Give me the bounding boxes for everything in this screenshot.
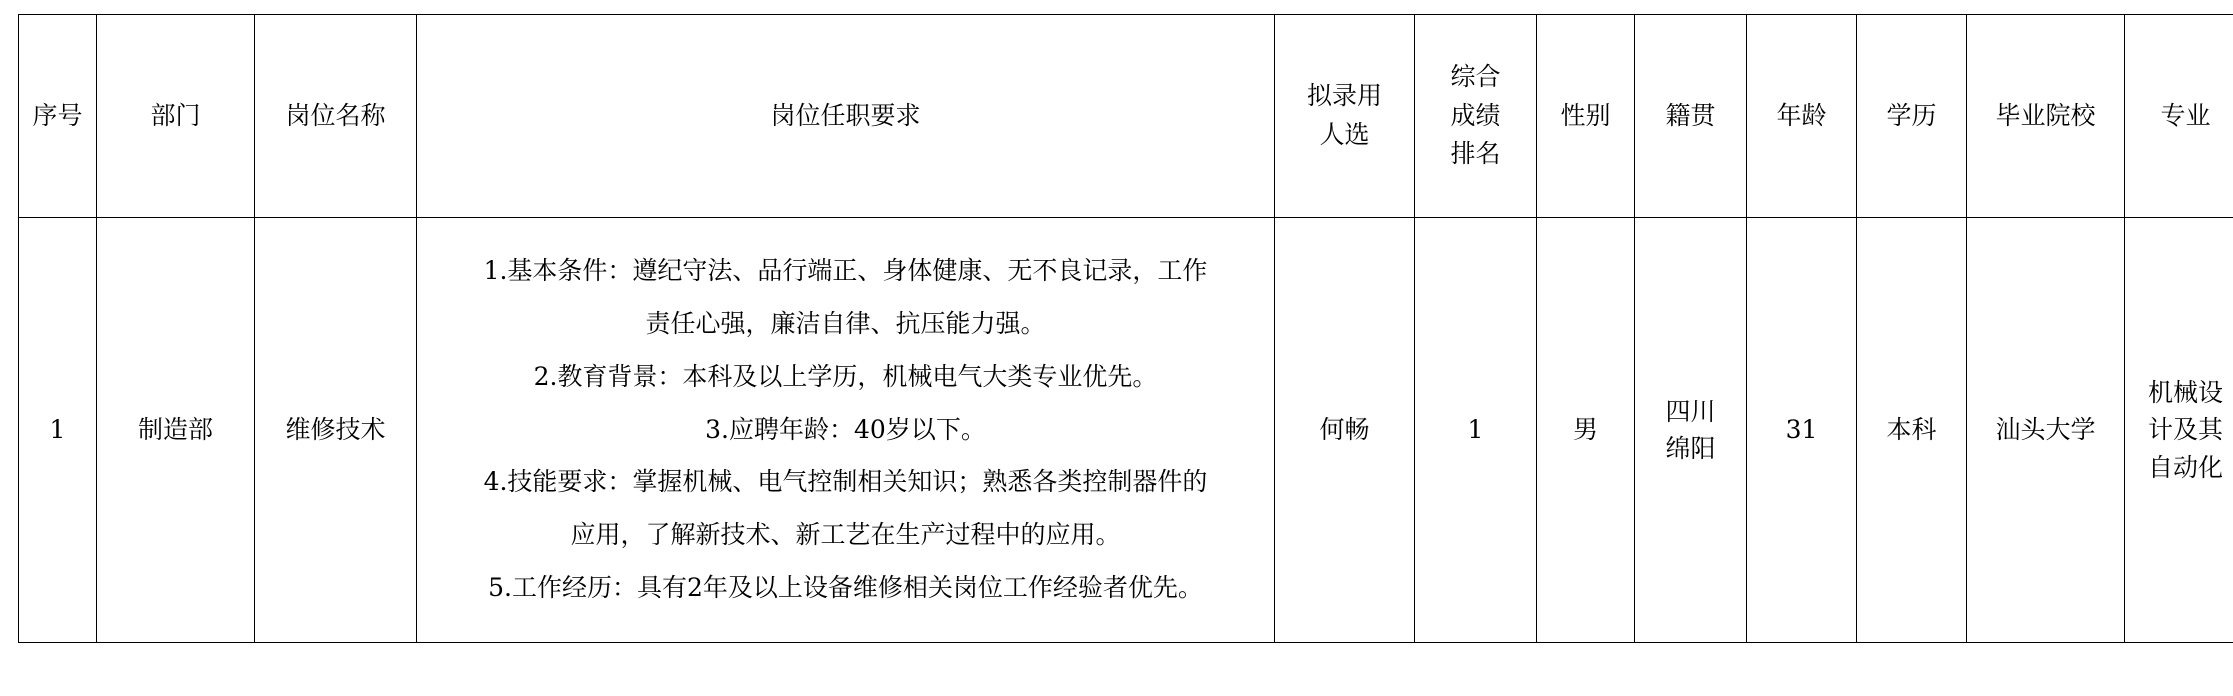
- origin-line: 四川: [1665, 396, 1716, 426]
- header-line: 拟录用: [1306, 81, 1382, 111]
- cell-score-rank: 1: [1415, 218, 1537, 643]
- recruitment-result-table: [18, 14, 2233, 643]
- table-row: [19, 218, 2233, 643]
- table-body: [19, 218, 2233, 643]
- cell-major: [2125, 218, 2233, 643]
- cell-dept: 制造部: [97, 218, 255, 643]
- header-line: 性别: [1560, 100, 1611, 130]
- header-row: [19, 15, 2233, 218]
- requirement-line: 1.基本条件：遵纪守法、品行端正、身体健康、无不良记录，工作: [483, 256, 1208, 286]
- cell-gender: 男: [1537, 218, 1635, 643]
- cell-candidate: 何畅: [1275, 218, 1415, 643]
- cell-requirements: [417, 218, 1275, 643]
- header-line: 成绩: [1450, 100, 1501, 130]
- requirement-line: 5.工作经历：具有2年及以上设备维修相关岗位工作经验者优先。: [488, 572, 1203, 602]
- header-line: 综合: [1450, 61, 1501, 91]
- requirement-line: 责任心强，廉洁自律、抗压能力强。: [645, 309, 1046, 339]
- requirement-line: 2.教育背景：本科及以上学历，机械电气大类专业优先。: [533, 361, 1158, 391]
- column-header-school: [1967, 15, 2125, 218]
- requirement-line: 应用，了解新技术、新工艺在生产过程中的应用。: [570, 520, 1121, 550]
- requirement-line: 3.应聘年龄：40岁以下。: [705, 414, 986, 444]
- column-header-dept: [97, 15, 255, 218]
- origin-line: 绵阳: [1665, 434, 1716, 463]
- requirement-line: 4.技能要求：掌握机械、电气控制相关知识；熟悉各类控制器件的: [483, 467, 1208, 497]
- column-header-gender: [1537, 15, 1635, 218]
- header-line: 岗位名称: [285, 100, 386, 130]
- header-line: 年龄: [1776, 100, 1827, 130]
- column-header-major: [2125, 15, 2233, 218]
- column-header-origin: [1635, 15, 1747, 218]
- major-line: 计及其: [2147, 415, 2223, 445]
- column-header-education: [1857, 15, 1967, 218]
- column-header-age: [1747, 15, 1857, 218]
- column-header-score-rank: [1415, 15, 1537, 218]
- header-line: 人选: [1319, 120, 1370, 149]
- header-line: 排名: [1450, 139, 1501, 169]
- column-header-post: [255, 15, 417, 218]
- cell-school: 汕头大学: [1967, 218, 2125, 643]
- header-line: 毕业院校: [1995, 100, 2096, 130]
- cell-seq: 1: [19, 218, 97, 643]
- header-line: 籍贯: [1665, 100, 1716, 130]
- cell-age: 31: [1747, 218, 1857, 643]
- header-line: 专业: [2160, 100, 2211, 130]
- cell-post: 维修技术: [255, 218, 417, 643]
- cell-education: 本科: [1857, 218, 1967, 643]
- major-line: 自动化: [2147, 452, 2223, 482]
- header-line: 序号: [32, 100, 83, 130]
- major-line: 机械设: [2147, 377, 2223, 407]
- column-header-seq: [19, 15, 97, 218]
- table-header: [19, 15, 2233, 218]
- header-line: 岗位任职要求: [770, 100, 921, 130]
- header-line: 部门: [150, 100, 201, 130]
- header-line: 学历: [1886, 100, 1937, 130]
- cell-origin: [1635, 218, 1747, 643]
- column-header-candidate: [1275, 15, 1415, 218]
- column-header-requirements: [417, 15, 1275, 218]
